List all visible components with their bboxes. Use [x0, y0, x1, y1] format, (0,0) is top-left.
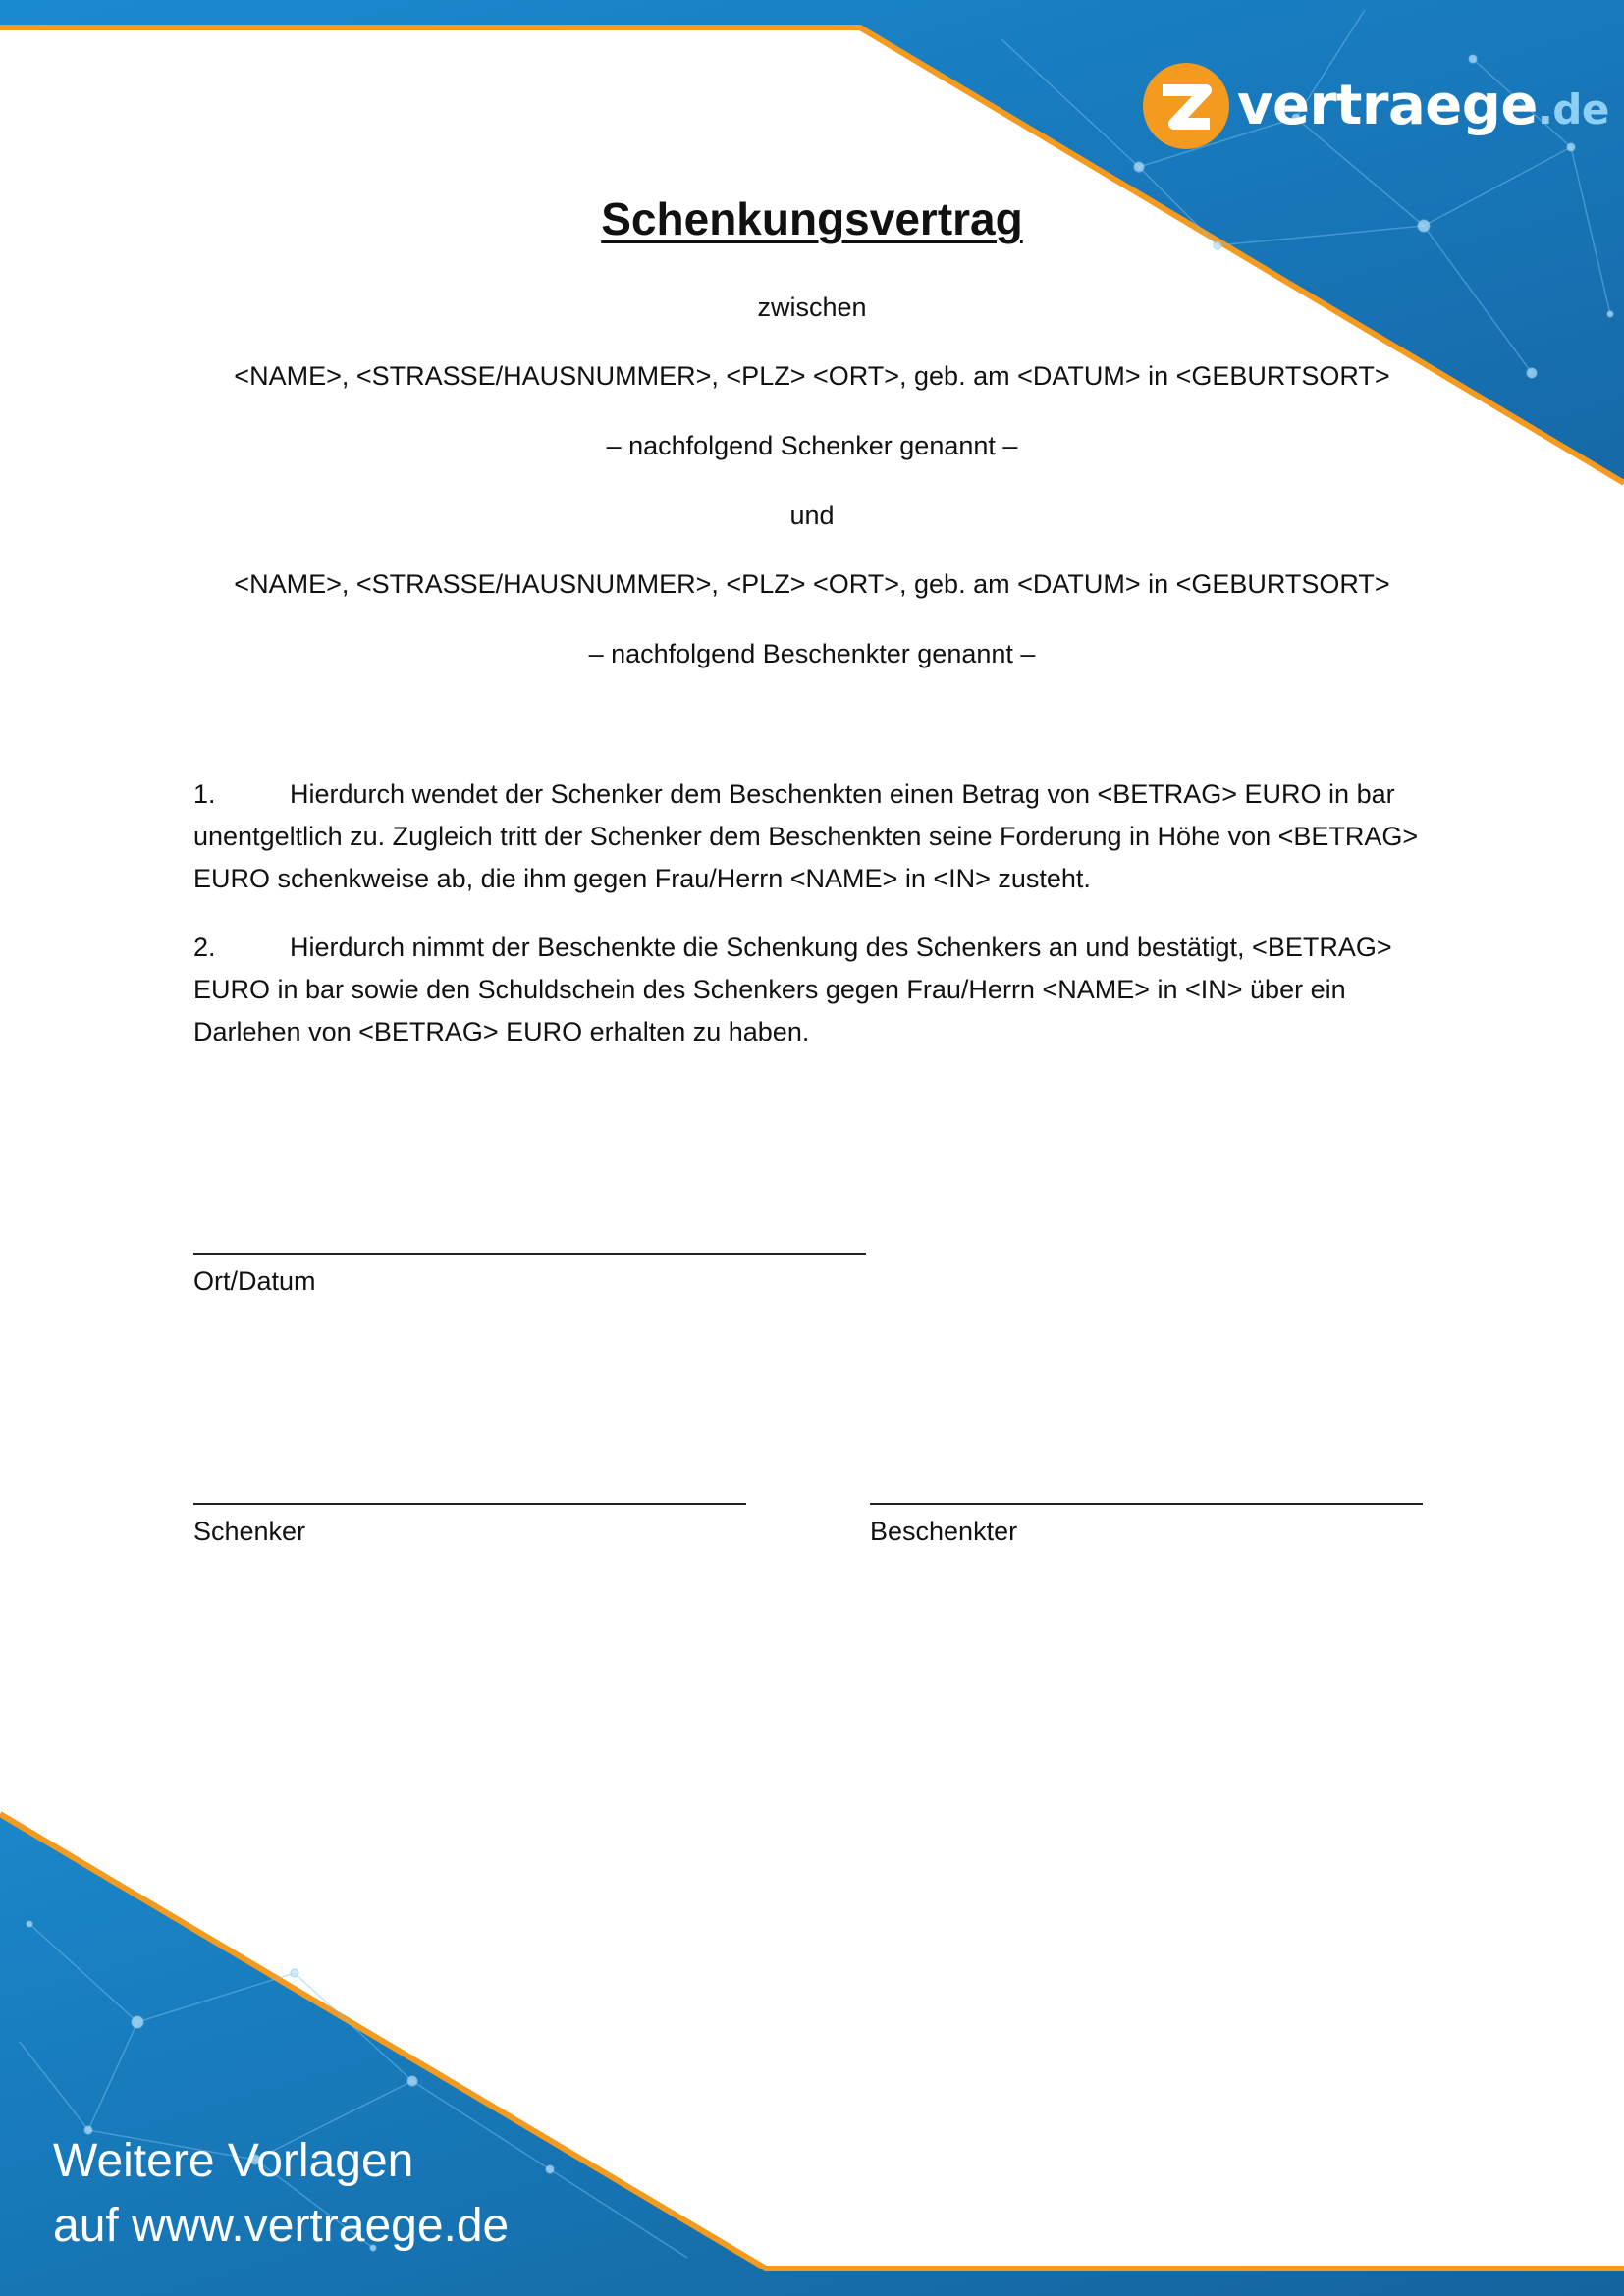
logo-wordmark: [1237, 74, 1609, 137]
clause-number: 1.: [193, 779, 216, 809]
donor-signature-line: [193, 1503, 746, 1505]
recipient-signature-line: [870, 1503, 1423, 1505]
logo-tld: .de: [1537, 85, 1609, 133]
and-text: und: [789, 501, 835, 530]
clause-number: 2.: [193, 933, 216, 962]
clause-2: [193, 927, 1431, 1053]
party1-role: – nachfolgend Schenker genannt –: [606, 431, 1018, 460]
footer-line-2[interactable]: auf www.vertraege.de: [53, 2200, 510, 2252]
document-title: Schenkungsvertrag: [601, 193, 1023, 244]
between-text: zwischen: [757, 293, 867, 322]
brand-logo[interactable]: [1141, 61, 1609, 151]
party1-details: <NAME>, <STRASSE/HAUSNUMMER>, <PLZ> <ORT>, geb. am <DATUM> in <GEBURTSORT>: [234, 361, 1390, 391]
donor-label: Schenker: [193, 1517, 306, 1546]
recipient-label: Beschenkter: [870, 1517, 1018, 1546]
logo-emblem-icon: [1141, 61, 1231, 151]
logo-name: vertraege: [1237, 74, 1538, 137]
clause-text: Hierdurch nimmt der Beschenkte die Schenkung des Schenkers an und bestätigt, <BETRAG> EURO in bar sowie den Schuldschein des Schenkers gegen Frau/Herrn <NAME> in <IN> über ein Darlehen von <BETRAG> EURO erhalten zu haben.: [193, 933, 1392, 1046]
place-date-signature-line: [193, 1253, 866, 1255]
clause-text: Hierdurch wendet der Schenker dem Beschenkten einen Betrag von <BETRAG> EURO in bar unentgeltlich zu. Zugleich tritt der Schenker dem Beschenkten seine Forderung in Höhe von <BETRAG> EURO schenkweise ab, die ihm gegen Frau/Herrn <NAME> in <IN> zusteht.: [193, 779, 1419, 893]
clause-1: [193, 774, 1431, 900]
footer-line-1: Weitere Vorlagen: [53, 2135, 414, 2187]
place-date-label: Ort/Datum: [193, 1266, 316, 1296]
party2-role: – nachfolgend Beschenkter genannt –: [588, 639, 1036, 668]
party2-details: <NAME>, <STRASSE/HAUSNUMMER>, <PLZ> <ORT>, geb. am <DATUM> in <GEBURTSORT>: [234, 569, 1390, 599]
